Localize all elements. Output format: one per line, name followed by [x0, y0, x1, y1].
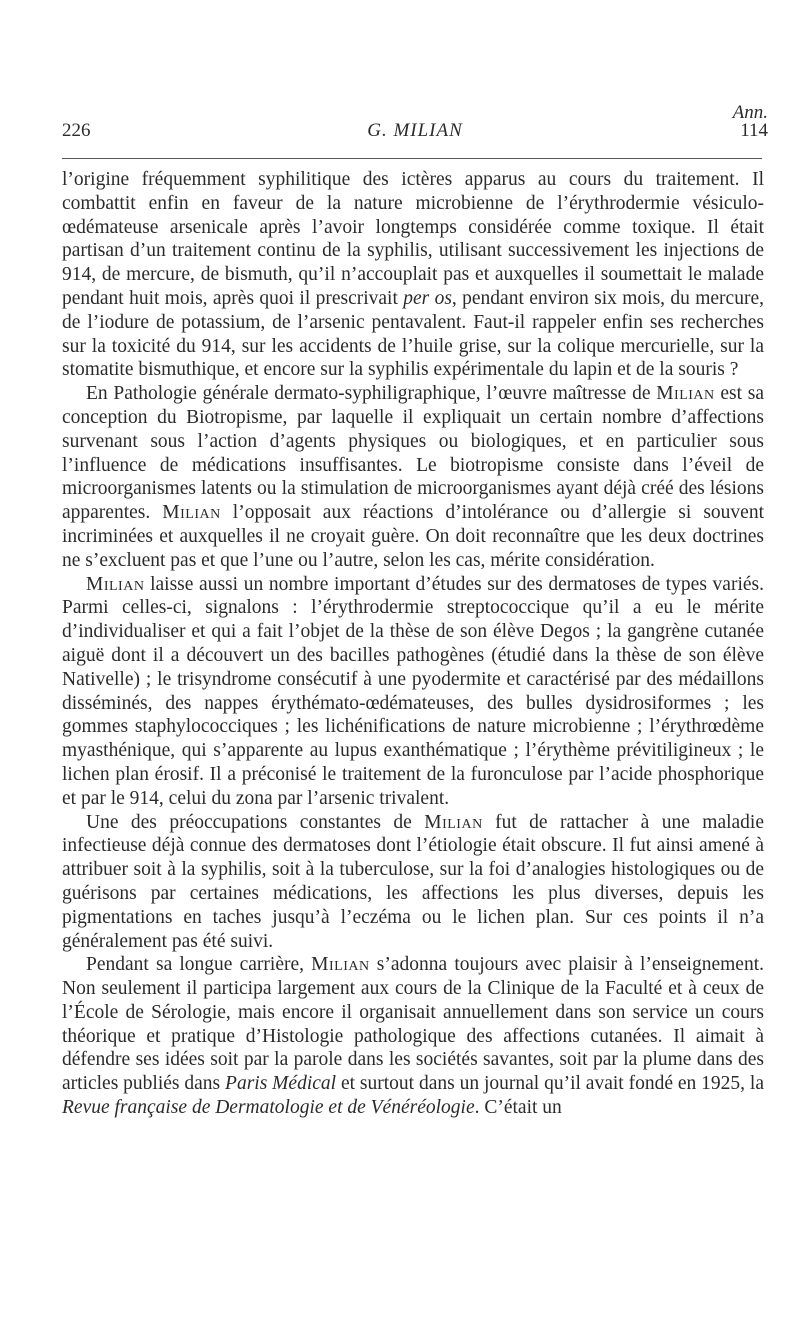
running-header — [62, 98, 768, 148]
text-run: est sa conception du Biotropisme, par laquelle il expliquait un certain nombre d’affections survenant sous l’action d’agents physiques ou biologiques, et en particulier sous l’influence de médications insuffisantes. Le biotropisme consiste dans l’éveil de microorganismes latents ou la stimulation de microorganismes ayant déjà créé des lésions apparentes. — [62, 383, 765, 524]
journal-title: Revue française de Dermatologie et de Vénéréologie — [62, 1097, 475, 1119]
text-run: Pendant sa longue carrière, — [86, 954, 312, 976]
header-rule — [62, 158, 762, 159]
italic-phrase: per os — [403, 287, 452, 309]
text-run: , pendant environ six mois, du mercure, de l’iodure de potassium, de l’arsenic pentavalent. Faut-il rappeler enfin ses recherches sur la toxicité du 914, sur les accidents de l’huile grise, sur la colique mercurielle, sur la stomatite bismuthique, et encore sur la syphilis expérimentale du lapin et de la souris ? — [62, 287, 764, 381]
text-run: et surtout dans un journal qu’il avait fondé en 1925, la — [336, 1073, 764, 1095]
author-name: Milian — [656, 383, 715, 405]
text-run: fut de rattacher à une maladie infectieuse déjà connue des dermatoses dont l’étiologie était obscure. Il fut ainsi amené à attribuer soit à la syphilis, soit à la tuberculose, sur la foi d’analogies histologiques ou de guérisons par certaines médications, les affections les plus diverses, depuis les pigmentations en taches jusqu’à l’eczéma ou le lichen plan. Sur ces points il n’a généralement pas été suivi. — [62, 811, 764, 952]
paragraph-5 — [62, 953, 764, 1120]
text-run: l’origine fréquemment syphilitique des ictères apparus au cours du traitement. Il combattit enfin en faveur de la nature microbienne de l’érythrodermie vésiculo-œdémateuse arsenicale après l’avoir longtemps considérée comme toxique. Il était partisan d’un traitement continu de la syphilis, utilisant successivement les injections de 914, de mercure, de bismuth, qu’il n’accouplait pas et auxquelles il soumettait le malade pendant huit mois, après quoi il prescrivait — [62, 169, 764, 309]
author-name: Milian — [311, 954, 370, 976]
author-name: Milian — [86, 573, 145, 595]
paragraph-3 — [62, 573, 764, 811]
running-title-author: G. MILIAN — [367, 120, 463, 141]
journal-abbreviation: Ann. — [732, 102, 768, 123]
text-run: s’adonna toujours avec plaisir à l’enseignement. Non seulement il participa largement aux cours de la Clinique de la Faculté et à ceux de l’École de Sérologie, mais encore il organisait annuellement dans son service un cours théorique et pratique d’Histologie pathologique des affections cutanées. Il aimait à défendre ses idées soit par la parole dans les sociétés savantes, soit par la plume dans des articles publiés dans — [62, 954, 764, 1095]
paragraph-2 — [62, 382, 764, 572]
page-number: 226 — [62, 120, 91, 141]
text-run: . C’était un — [474, 1097, 562, 1119]
paragraph-4 — [62, 811, 764, 954]
body-text — [62, 168, 764, 1120]
text-run: En Pathologie générale dermato-syphiligraphique, l’œuvre maîtresse de — [86, 383, 657, 405]
author-name: Milian — [424, 811, 483, 833]
author-name: Milian — [162, 502, 221, 524]
text-run: laisse aussi un nombre important d’études sur des dermatoses de types variés. Parmi celles-ci, signalons : l’érythrodermie streptococcique qu’il a eu le mérite d’individualiser et qui a fait l’objet de la thèse de son élève Degos ; la gangrène cutanée aiguë dont il a découvert un des bacilles pathogènes (étudié dans la thèse de son élève Nativelle) ; le trisyndrome consécutif à une pyodermite et caractérisé par des médaillons disséminés, des nappes érythémato-œdémateuses, des bulles dysidrosiformes ; les gommes staphylococciques ; les lichénifications de nature microbienne ; l’érythrœdème myasthénique, qui s’apparente au lupus exanthématique ; l’érythème prévitiligineux ; le lichen plan érosif. Il a préconisé le traitement de la furonculose par l’acide phosphorique et par le 914, celui du zona par l’arsenic trivalent. — [62, 573, 764, 809]
text-run: l’opposait aux réactions d’intolérance ou d’allergie si souvent incriminées et auxquelles il ne croyait guère. On doit reconnaître que les deux doctrines ne s’excluent pas et que l’une ou l’autre, selon les cas, mérite considération. — [62, 502, 764, 571]
journal-title: Paris Médical — [225, 1073, 337, 1095]
paragraph-1 — [62, 168, 764, 382]
text-run: Une des préoccupations constantes de — [86, 811, 425, 833]
section-number: 114 — [740, 120, 768, 141]
